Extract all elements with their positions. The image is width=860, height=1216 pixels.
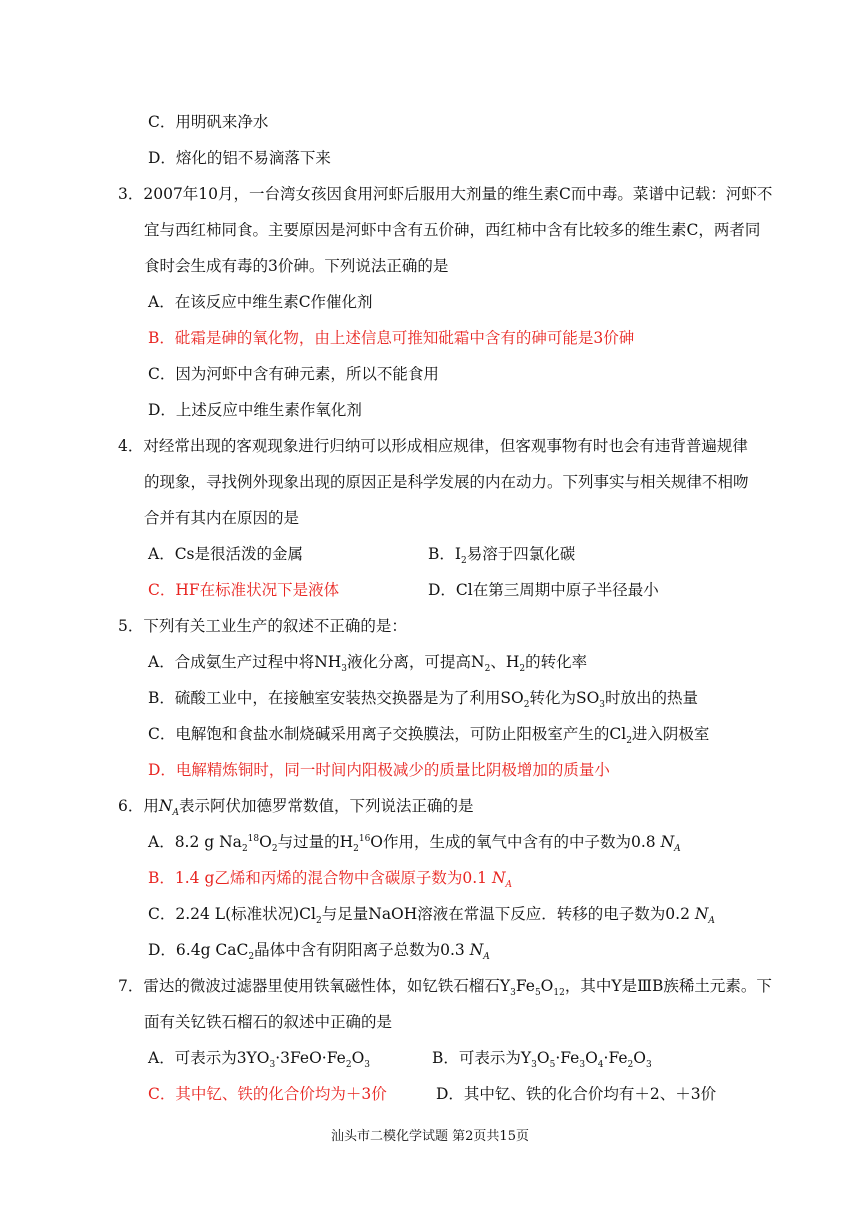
- q2-option-c: C．用明矾来净水: [148, 113, 269, 131]
- q6-stem: 6．用$N_A$表示阿伏加德罗常数值，下列说法正确的是: [118, 797, 474, 819]
- q4-option-d: D．Cl在第三周期中原子半径最小: [428, 581, 659, 599]
- q2-option-d: D．熔化的铝不易滴落下来: [148, 149, 331, 167]
- q7-option-a: A．可表示为$3YO_3\cdot 3FeO\cdot Fe_2O_3$: [148, 1049, 371, 1071]
- q3-stem-line2: 宜与西红柿同食。主要原因是河虾中含有五价砷，西红柿中含有比较多的维生素C，两者同: [144, 221, 761, 239]
- q5-option-a: A．合成氨生产过程中将$NH_3$液化分离，可提高$N_2$、$H_2$的转化率: [148, 653, 588, 675]
- q7-stem-line1: 7．雷达的微波过滤器里使用铁氧磁性体，如钇铁石榴石$Y_3Fe_5O_{12}$，其中Y是ⅢB族稀土元素。下: [118, 977, 772, 999]
- q4-stem-line3: 合并有其内在原因的是: [144, 509, 300, 527]
- q3-stem-line1: 3．2007年10月，一台湾女孩因食用河虾后服用大剂量的维生素C而中毒。菜谱中记载：河虾不: [118, 185, 773, 203]
- q5-option-b: B．硫酸工业中，在接触室安装热交换器是为了利用$SO_2$转化为$SO_3$时放出的热量: [148, 689, 699, 711]
- q7-option-d: D．其中钇、铁的化合价均有＋2、＋3价: [436, 1085, 717, 1103]
- q4-option-a: A．Cs是很活泼的金属: [148, 545, 304, 563]
- q5-option-c: C．电解饱和食盐水制烧碱采用离子交换膜法，可防止阳极室产生的$Cl_2$进入阴极室: [148, 725, 710, 747]
- q7-option-b: B．可表示为$Y_3O_5\cdot Fe_3O_4\cdot Fe_2O_3$: [432, 1049, 652, 1071]
- q4-stem-line1: 4．对经常出现的客观现象进行归纳可以形成相应规律，但客观事物有时也会有违背普遍规律: [118, 437, 748, 455]
- q4-option-b: B．$I_2$易溶于四氯化碳: [428, 545, 576, 567]
- page-footer: 汕头市二模化学试题 第2页共15页: [331, 1129, 529, 1144]
- q3-option-d: D．上述反应中维生素作氧化剂: [148, 401, 362, 419]
- q7-option-c-answer: C．其中钇、铁的化合价均为＋3价: [148, 1085, 387, 1103]
- q5-option-d-answer: D．电解精炼铜时，同一时间内阳极减少的质量比阴极增加的质量小: [148, 761, 610, 779]
- q3-option-c: C．因为河虾中含有砷元素，所以不能食用: [148, 365, 439, 383]
- q6-option-b-answer: B．1.4 g乙烯和丙烯的混合物中含碳原子数为0.1 $N_A$: [148, 869, 513, 891]
- q6-option-c: C．2.24 L(标准状况)$Cl_2$与足量NaOH溶液在常温下反应．转移的电子数为0.2 $N_A$: [148, 905, 715, 927]
- q3-stem-line3: 食时会生成有毒的3价砷。下列说法正确的是: [144, 257, 449, 275]
- q6-option-d: D．6.4g CaC$_2$晶体中含有阴阳离子总数为0.3 $N_A$: [148, 941, 490, 963]
- q7-stem-line2: 面有关钇铁石榴石的叙述中正确的是: [144, 1013, 393, 1031]
- q4-option-c-answer: C．HF在标准状况下是液体: [148, 581, 340, 599]
- q4-stem-line2: 的现象，寻找例外现象出现的原因正是科学发展的内在动力。下列事实与相关规律不相吻: [144, 473, 749, 491]
- q6-option-a: A．8.2 g $Na_2^{18}O_2$与过量的$H_2^{16}O$作用，生成的氧气中含有的中子数为0.8 $N_A$: [148, 833, 681, 855]
- q3-option-b-answer: B．砒霜是砷的氧化物，由上述信息可推知砒霜中含有的砷可能是3价砷: [148, 329, 635, 347]
- q3-option-a: A．在该反应中维生素C作催化剂: [148, 293, 373, 311]
- q5-stem: 5．下列有关工业生产的叙述不正确的是：: [118, 617, 407, 635]
